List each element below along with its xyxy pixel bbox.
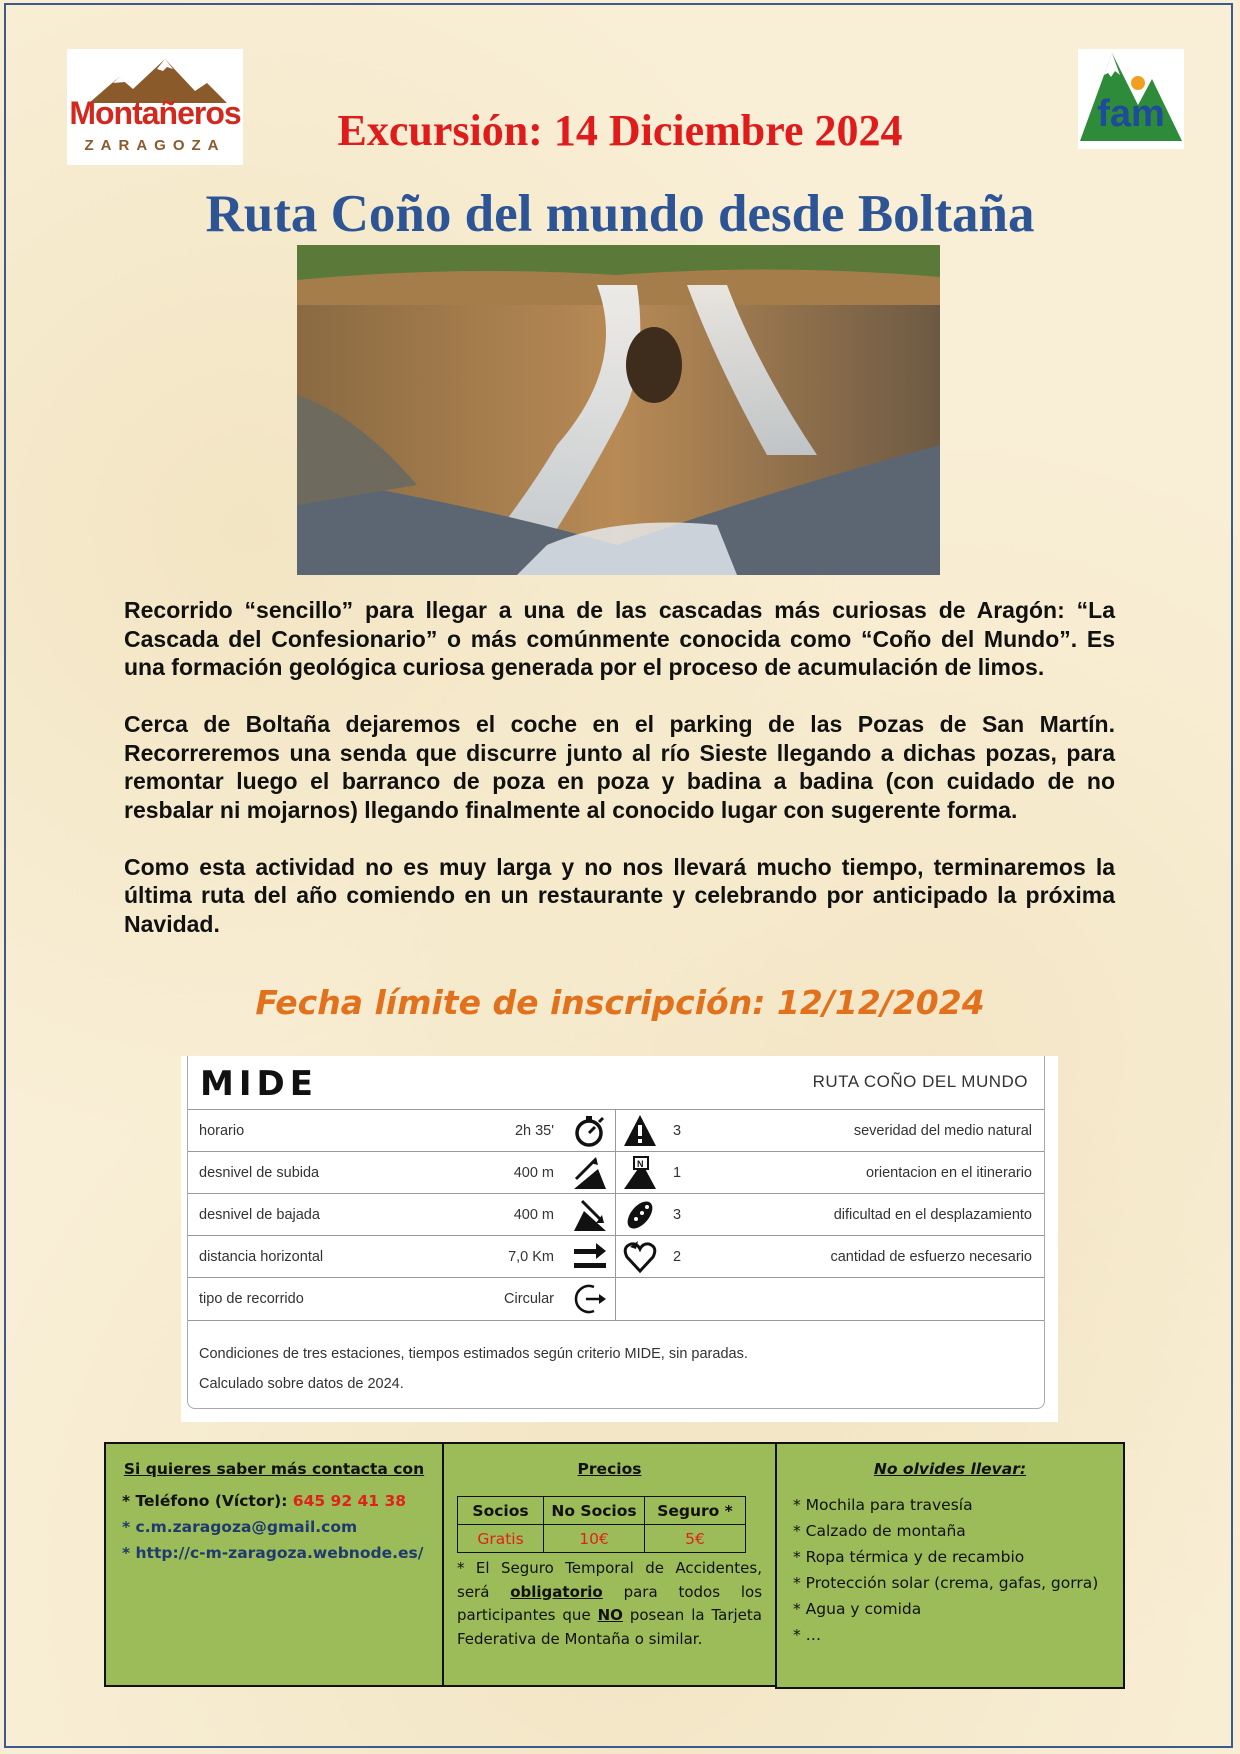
svg-text:N: N	[637, 1159, 644, 1169]
prices-box	[442, 1442, 777, 1687]
stopwatch-icon	[572, 1113, 608, 1149]
mide-row-score: 2	[673, 1249, 682, 1265]
mide-row-label: horario	[199, 1123, 245, 1139]
price-header-no-socios: No Socios	[544, 1497, 645, 1525]
contact-heading: Si quieres saber más contacta con	[123, 1460, 425, 1478]
mide-row-score: 1	[673, 1165, 682, 1181]
mide-row-desc: cantidad de esfuerzo necesario	[830, 1249, 1032, 1265]
price-value-socios: Gratis	[458, 1525, 544, 1553]
boot-sole-icon	[622, 1197, 658, 1233]
mide-row-score: 3	[673, 1207, 682, 1223]
insurance-no: NO	[597, 1606, 623, 1624]
description-paragraph-2: Cerca de Boltaña dejaremos el coche en el parking de las Pozas de San Martín. Recorreremos una senda que discurre junto al río Sieste llegando a dichas pozas, para remontar luego el barranco de poza en poza y badina a badina (con cuidado de no resbalar ni mojarnos) llegando finalmente al conocido lugar con sugerente forma.	[124, 711, 1115, 823]
bring-heading: No olvides llevar:	[873, 1460, 1027, 1478]
mide-row-desnivel-bajada	[188, 1193, 1044, 1236]
mide-row-desnivel-subida	[188, 1151, 1044, 1194]
contact-phone	[122, 1492, 406, 1510]
mide-row-distancia	[188, 1235, 1044, 1278]
logo-text-montaneros: Montañeros	[69, 95, 241, 131]
price-value-seguro: 5€	[645, 1525, 746, 1553]
mide-row-desc: orientacion en el itinerario	[865, 1165, 1032, 1181]
mide-route-name: RUTA COÑO DEL MUNDO	[812, 1072, 1028, 1091]
mide-row-horario	[188, 1109, 1044, 1152]
bring-item: * Mochila para travesía	[793, 1496, 973, 1514]
bring-item: * Calzado de montaña	[793, 1522, 966, 1540]
insurance-note: * El Seguro Temporal de Accidentes, será obligatorio para todos los participantes que NO posean la Tarjeta Federativa de Montaña o similar.	[457, 1559, 763, 1648]
mide-row-score: 3	[673, 1123, 682, 1139]
contact-box	[104, 1442, 444, 1687]
mide-row-tipo	[188, 1277, 1044, 1321]
price-header-seguro: Seguro *	[645, 1497, 746, 1525]
mide-note-data-year: Calculado sobre datos de 2024.	[199, 1376, 404, 1392]
insurance-mandatory: obligatorio	[510, 1582, 603, 1601]
mide-row-value: 7,0 Km	[508, 1249, 554, 1265]
mide-card	[181, 1056, 1058, 1422]
mide-brand: MIDE	[200, 1064, 318, 1104]
prices-heading: Precios	[577, 1460, 642, 1478]
contact-email[interactable]: * c.m.zaragoza@gmail.com	[122, 1518, 358, 1536]
mide-row-label: desnivel de bajada	[199, 1207, 320, 1223]
phone-number[interactable]: 645 92 41 38	[292, 1492, 407, 1510]
mide-row-label: tipo de recorrido	[199, 1291, 304, 1307]
mide-note-conditions: Condiciones de tres estaciones, tiempos estimados según criterio MIDE, sin paradas.	[199, 1346, 748, 1362]
prices-table	[457, 1496, 746, 1553]
logo-text-zaragoza: ZARAGOZA	[84, 137, 226, 154]
description-paragraph-1: Recorrido “sencillo” para llegar a una de las cascadas más curiosas de Aragón: “La Cascada del Confesionario” o más comúnmente conocida como “Coño del Mundo”. Es una formación geológica curiosa generada por el proceso de acumulación de limos.	[124, 597, 1115, 680]
mide-row-value: Circular	[504, 1291, 554, 1307]
excursion-date: Excursión: 14 Diciembre 2024	[337, 106, 903, 155]
descent-icon	[572, 1197, 608, 1233]
distance-arrow-icon	[572, 1239, 608, 1275]
registration-deadline: Fecha límite de inscripción: 12/12/2024	[255, 983, 985, 1022]
waterfall-photo	[297, 245, 940, 575]
price-value-no-socios: 10€	[544, 1525, 645, 1553]
mide-row-desc: severidad del medio natural	[853, 1123, 1032, 1139]
price-header-socios: Socios	[458, 1497, 544, 1525]
mide-row-value: 2h 35'	[514, 1123, 554, 1139]
effort-heart-icon	[622, 1239, 658, 1275]
mide-row-desc: dificultad en el desplazamiento	[833, 1207, 1032, 1223]
phone-label: * Teléfono (Víctor):	[122, 1492, 293, 1510]
mide-row-value: 400 m	[513, 1165, 554, 1181]
ascent-icon	[572, 1155, 608, 1191]
route-title: Ruta Coño del mundo desde Boltaña	[205, 185, 1035, 243]
contact-website[interactable]: * http://c-m-zaragoza.webnode.es/	[122, 1544, 424, 1562]
bring-item: * Protección solar (crema, gafas, gorra)	[793, 1574, 1099, 1592]
mide-row-value: 400 m	[513, 1207, 554, 1223]
mide-row-label: distancia horizontal	[199, 1249, 324, 1265]
logo-text-fam: fam	[1097, 93, 1165, 135]
bring-item: * Ropa térmica y de recambio	[793, 1548, 1025, 1566]
bring-box	[775, 1442, 1125, 1689]
route-description	[124, 596, 1115, 967]
description-paragraph-3: Como esta actividad no es muy larga y no nos llevará mucho tiempo, terminaremos la última ruta del año comiendo en un restaurante y celebrando por anticipado la próxima Navidad.	[124, 853, 1115, 937]
orientation-icon	[622, 1155, 658, 1191]
mide-row-label: desnivel de subida	[199, 1165, 320, 1181]
warning-triangle-icon	[622, 1113, 658, 1149]
bring-item: * Agua y comida	[793, 1600, 922, 1618]
circular-route-icon	[572, 1281, 608, 1317]
bring-item: * …	[793, 1626, 822, 1644]
